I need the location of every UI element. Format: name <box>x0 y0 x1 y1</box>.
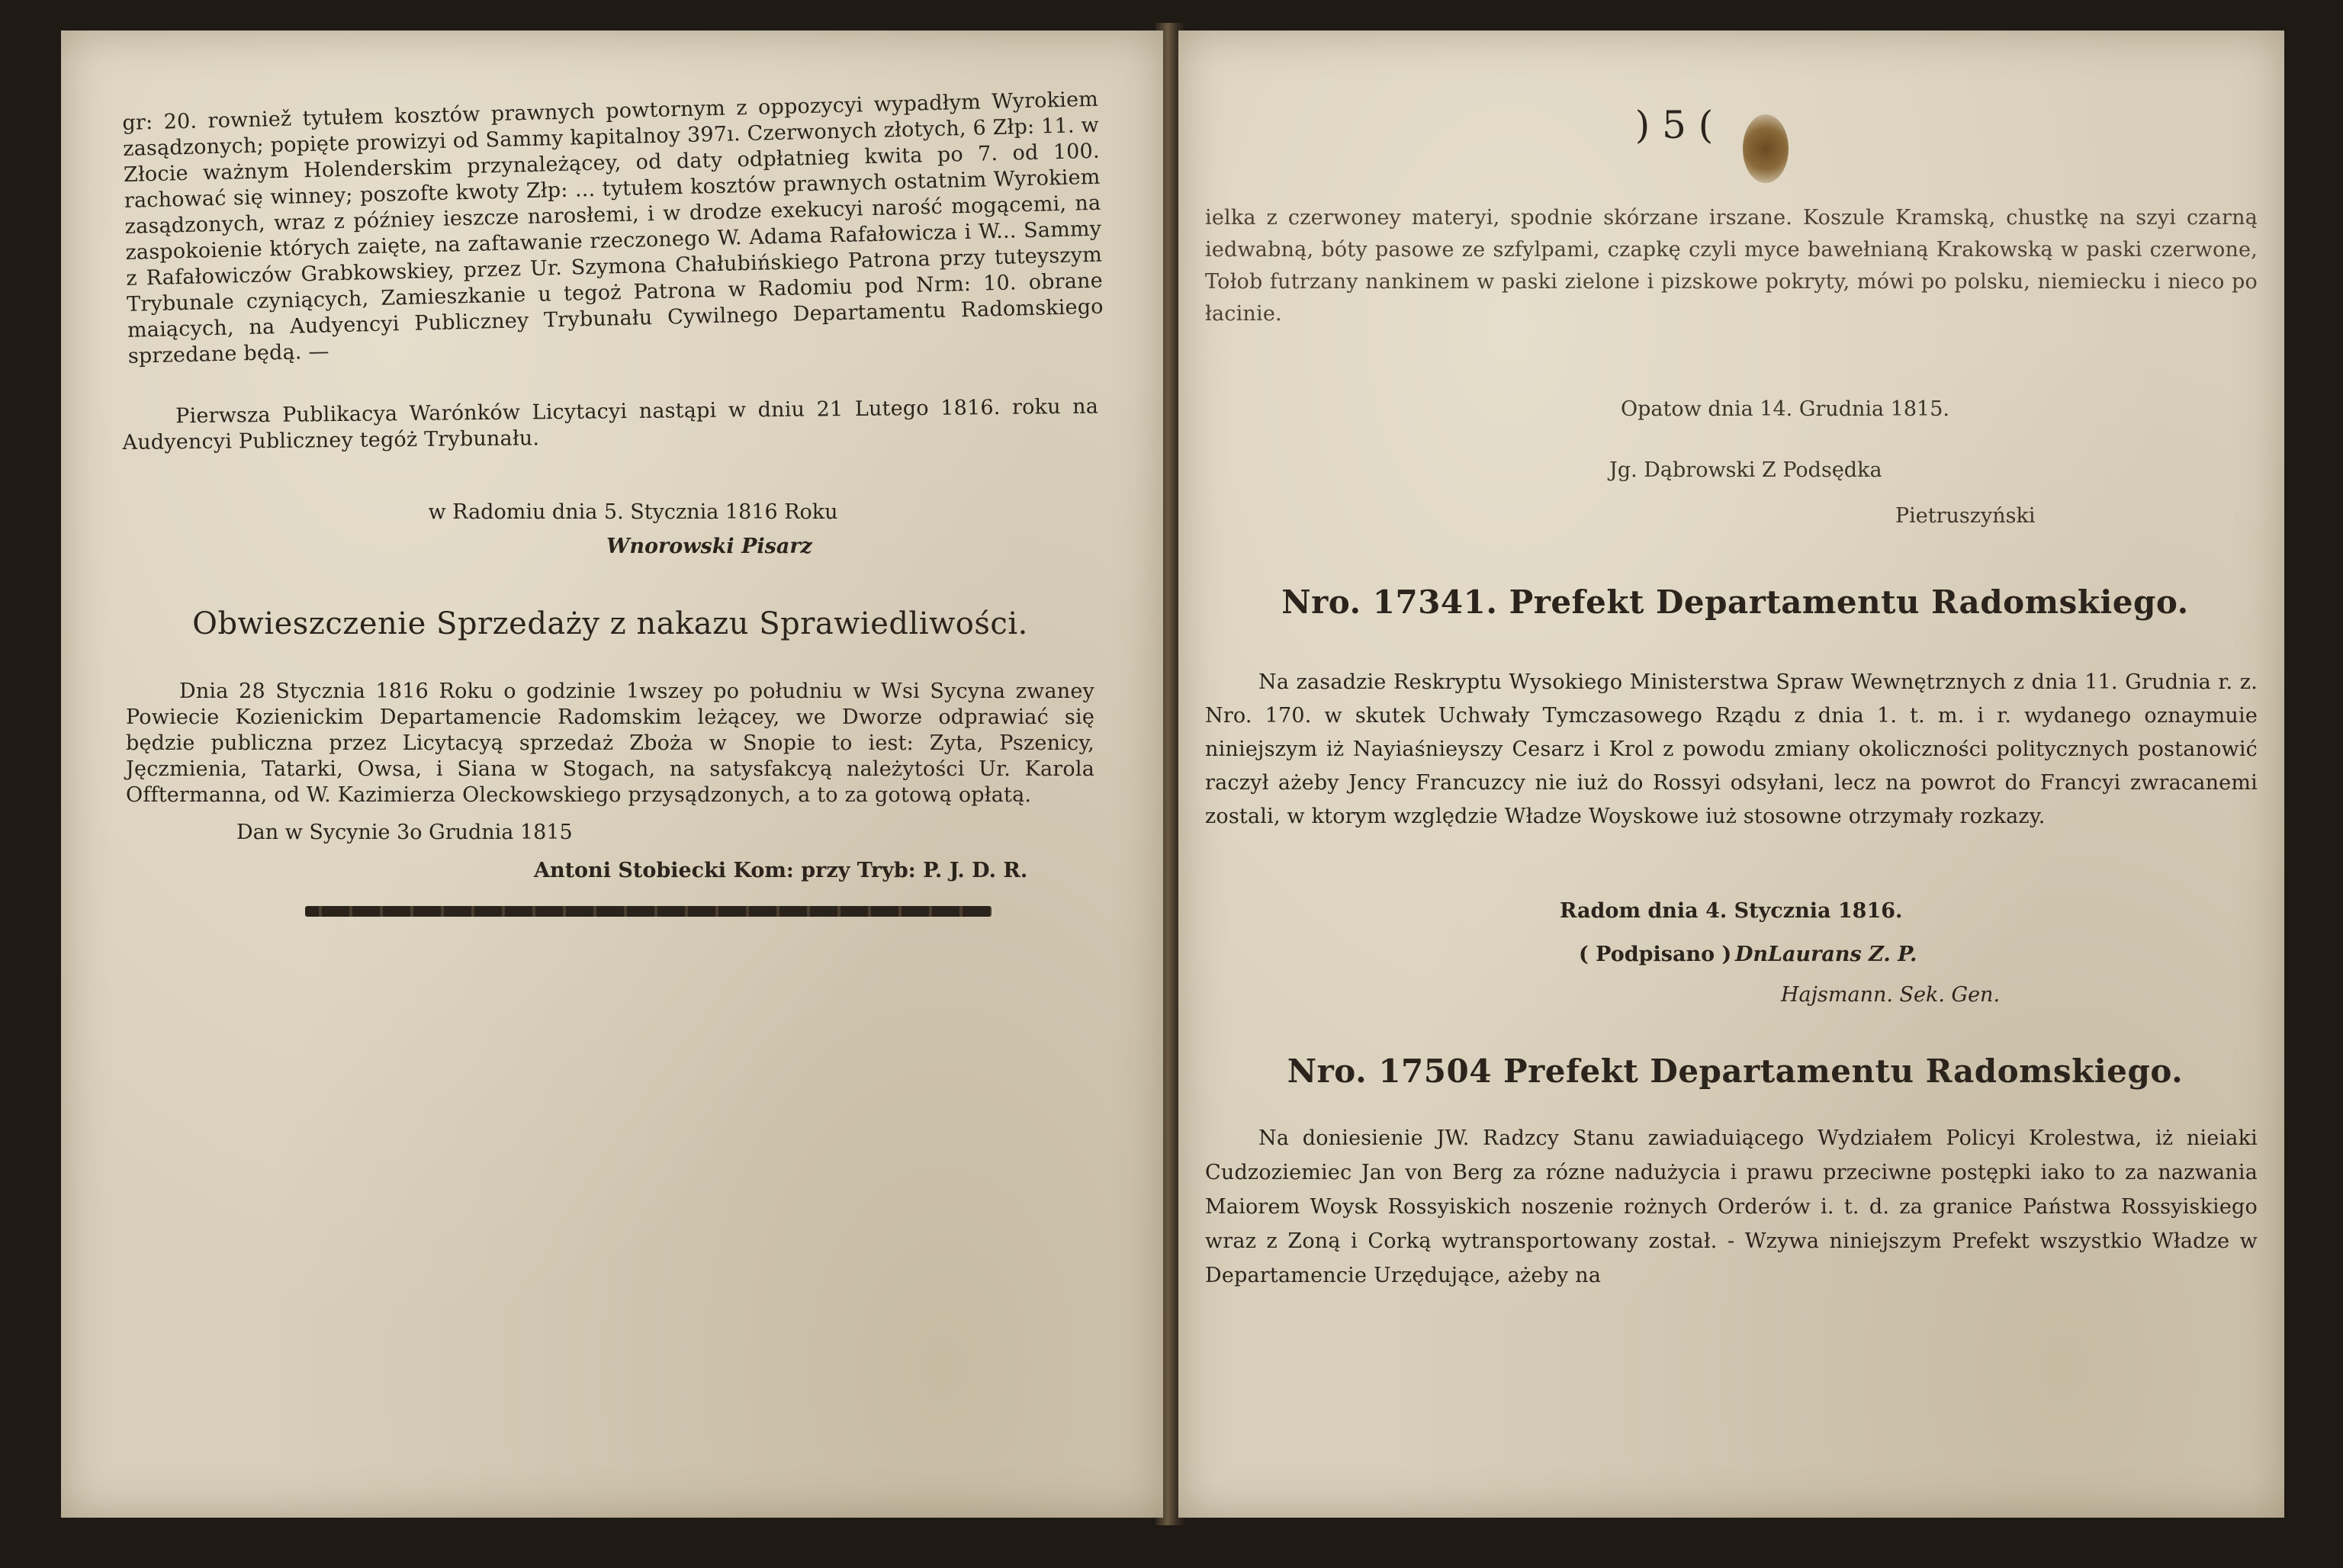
radom-date: w Radomiu dnia 5. Stycznia 1816 Roku <box>428 500 838 524</box>
signature-pietruszynski: Pietruszyński <box>1895 504 2036 528</box>
hajsmann-signature: Hajsmann. Sek. Gen. <box>1781 983 2001 1007</box>
intro-paragraph: gr: 20. rowniež tytułem kosztów prawnych powtornym z oppozycyi wypadłym Wyrokiem zasądzonych; popięte prowizyi od Sammy kapitalnoy 397ı. Czerwonych złotych, 6 Złp: 11. w Złocie ważnym Holenderskim przynależącey, od daty odpłatnieg kwita po 7. od 100. rachować się winney; poszofte kwoty Złp: ... tytułem kosztów prawnych ostatnim Wyrokiem zasądzonych, wraz z późniey ieszcze narosłemi, i w drodze exekucyi narość mogącemi, na zaspokoienie których zaięte, na zaftawanie rzeczonego W. Adama Rafałowicza i W... Sammy z Rafałowiczów Grabkowskiey, przez Ur. Szymona Chałubińskiego Patrona przy tuteyszym Trybunale czyniących, Zamieszkanie u tegoż Patrona w Radomiu pod Nrm: 10. obrane maiących, na Audyencyi Publiczney Trybunału Cywilnego Departamentu Radomskiego sprzedane będą. — <box>122 87 1104 368</box>
clerk-signature: Wnorowski Pisarz <box>606 535 812 558</box>
first-publication-paragraph: Pierwsza Publikacya Warónków Licytacyi nastąpi w dniu 21 Lutego 1816. roku na Audyencyi Publiczney tegóż Trybunału. <box>122 394 1099 455</box>
notice-signature: Antoni Stobiecki Kom: przy Tryb: P. J. D. R. <box>534 859 1028 882</box>
ink-stain <box>1743 114 1789 183</box>
right-page <box>1178 31 2284 1518</box>
notice-date: Dan w Sycynie 3o Grudnia 1815 <box>236 821 573 844</box>
von-berg-paragraph: Na doniesienie JW. Radzcy Stanu zawiaduiącego Wydziałem Policyi Krolestwa, iż nieiaki Cudzoziemiec Jan von Berg za rózne nadużycia i prawu przeciwne postępki iako to za nazwania Maiorem Woysk Rossyiskich noszenie rożnych Orderów i. t. d. za granice Państwa Rossyiskiego wraz z Zoną i Corką wytransportowany został. - Wzywa niniejszym Prefekt wszystkio Władze w Departamencie Urzędujące, ażeby na <box>1205 1126 2258 1287</box>
podpisano-label: ( Podpisano ) <box>1579 943 1732 966</box>
radom-date-2: Radom dnia 4. Stycznia 1816. <box>1560 899 1903 923</box>
heading-17504: Nro. 17504 Prefekt Departamentu Radomskiego. <box>1287 1052 2184 1090</box>
description-paragraph: ielka z czerwoney materyi, spodnie skórzane irszane. Koszule Kramską, chustkę na szyi czarną iedwabną, bóty pasowe ze szfylpami, czapkę czyli myce bawełnianą Krakowską w paski czerwone, Tołob futrzany nankinem w paski zielone i pizskowe pokryty, mówi po polsku, niemiecku i nieco po łacinie. <box>1205 206 2258 326</box>
signature-dabrowski: Jg. Dąbrowski Z Podsędka <box>1609 458 1882 482</box>
left-page <box>61 31 1163 1518</box>
heading-17341: Nro. 17341. Prefekt Departamentu Radomskiego. <box>1281 583 2189 621</box>
decorative-rule <box>305 906 992 917</box>
laurans-signature: DnLaurans Z. P. <box>1735 943 1917 966</box>
notice-body: Dnia 28 Stycznia 1816 Roku o godzinie 1wszey po południu w Wsi Sycyna zwaney Powiecie Kozienickim Departamencie Radomskim leżącey, we Dworze odprawiać się będzie publiczna przez Licytacyą sprzedaż Zboża w Snopie to iest: Zyta, Pszenicy, Jęczmienia, Tatarki, Owsa, i Siana w Stogach, na satysfakcyą należytości Ur. Karola Offtermanna, od W. Kazimierza Oleckowskiego przysądzonych, a to za gotową opłatą. <box>126 680 1094 807</box>
prisoners-paragraph: Na zasadzie Reskryptu Wysokiego Ministerstwa Spraw Wewnętrznych z dnia 11. Grudnia r. z. Nro. 170. w skutek Uchwały Tymczasowego Rządu z dnia 1. t. m. i r. wydanego oznaymuie niniejszym iż Nayiaśnieyszy Cesarz i Krol z powodu zmiany okoliczności politycznych postanowić raczył ażeby Jency Francuzcy nie iuż do Rossyi odsyłani, lecz na powrot do Francyi zwracanemi zostali, w ktorym względzie Władze Woyskowe iuż stosowne otrzymały rozkazy. <box>1205 670 2258 828</box>
opatow-date: Opatow dnia 14. Grudnia 1815. <box>1621 397 1949 421</box>
notice-title: Obwieszczenie Sprzedaży z nakazu Sprawiedliwości. <box>192 606 1028 641</box>
page-number: ) 5 ( <box>1634 103 1714 147</box>
